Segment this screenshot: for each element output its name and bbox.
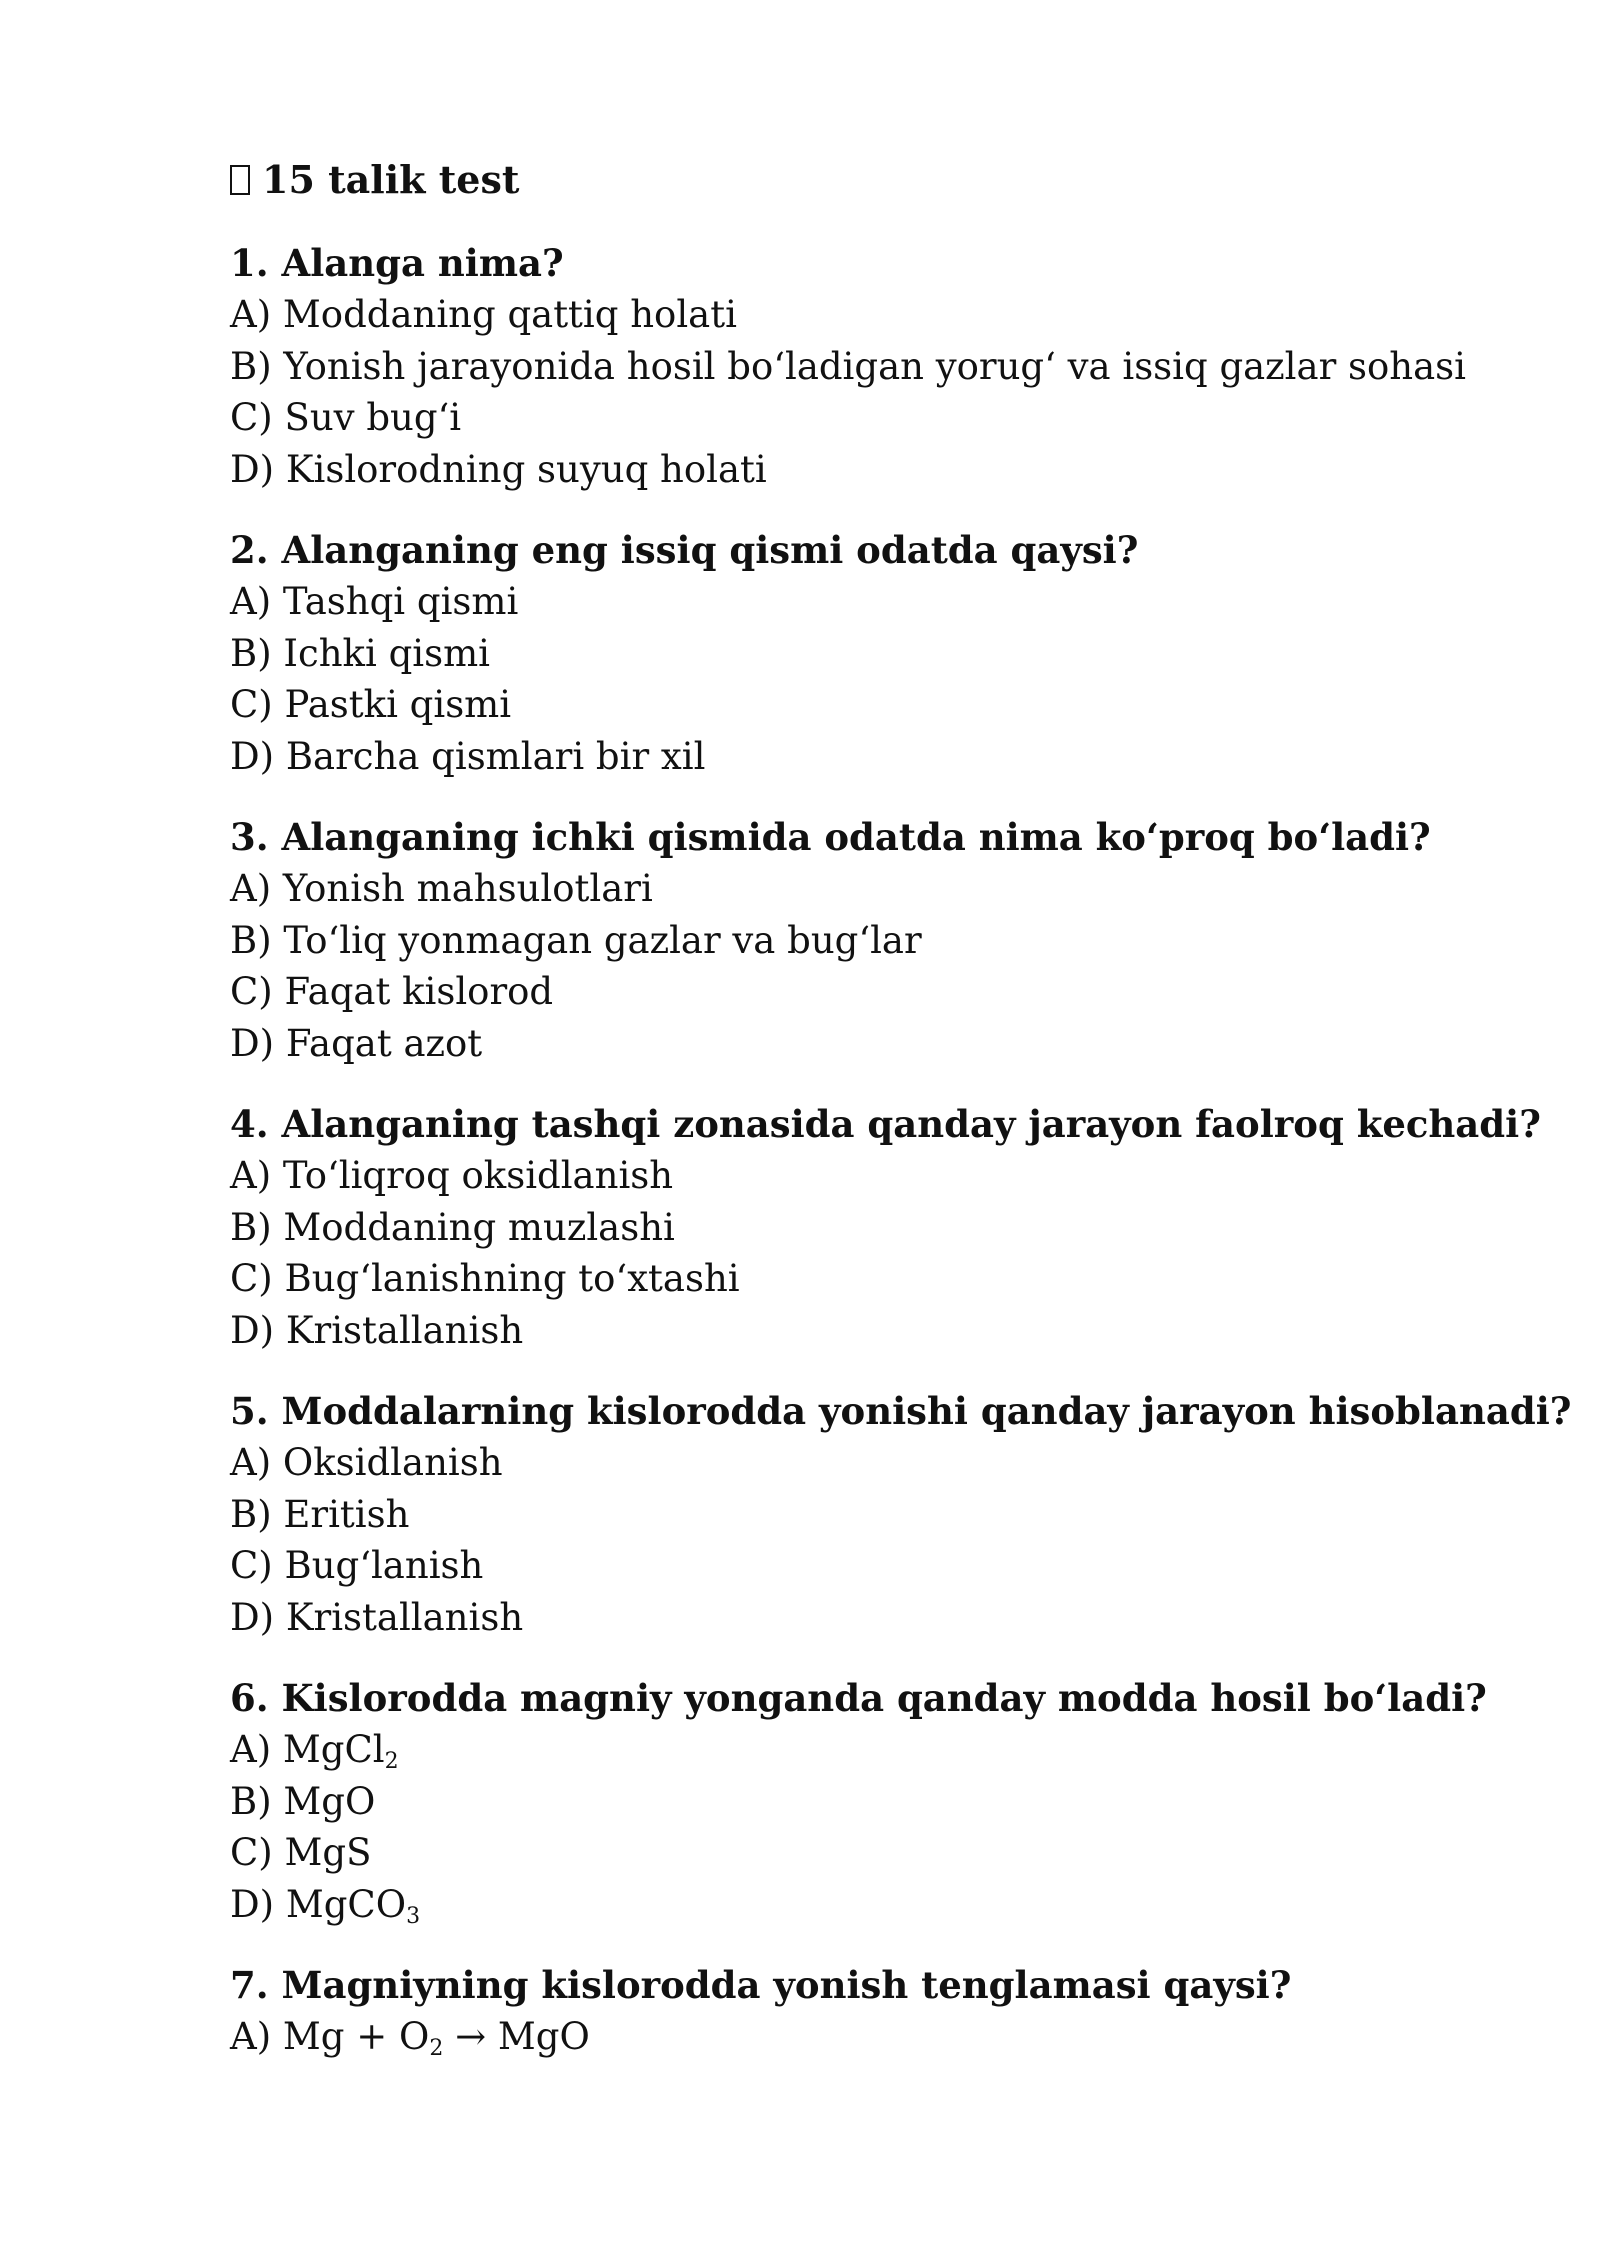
- question-title: 7. Magniyning kislorodda yonish tenglamasi qaysi?: [230, 1963, 1292, 2007]
- option-c: C) Pastki qismi: [230, 683, 512, 726]
- subscript: 3: [406, 1903, 421, 1929]
- question-title: 6. Kislorodda magniy yonganda qanday modda hosil bo‘ladi?: [230, 1676, 1487, 1720]
- option-a: [230, 1724, 1530, 1776]
- subscript: 2: [384, 1749, 399, 1774]
- option-c: C) Bug‘lanish: [230, 1544, 484, 1587]
- option-a: A) Yonish mahsulotlari: [230, 867, 653, 910]
- option-b: B) MgO: [230, 1779, 376, 1823]
- question-title: 1. Alanga nima?: [230, 241, 564, 285]
- option-b: B) Moddaning muzlashi: [230, 1205, 675, 1249]
- question-title: 4. Alanganing tashqi zonasida qanday jarayon faolroq kechadi?: [230, 1102, 1541, 1146]
- subscript: 2: [429, 2036, 444, 2061]
- heading-text: 15 talik test: [262, 157, 520, 202]
- option-text-post: → MgO: [443, 2015, 590, 2058]
- option-text: D) MgCO: [230, 1882, 407, 1926]
- option-a: A) Oksidlanish: [230, 1441, 503, 1484]
- option-d: D) Faqat azot: [230, 1021, 483, 1065]
- option-d: D) Kislorodning suyuq holati: [230, 447, 767, 491]
- option-d: D) Kristallanish: [230, 1308, 524, 1352]
- test-document: [230, 150, 1572, 2093]
- option-a: A) Moddaning qattiq holati: [230, 293, 737, 336]
- option-a: A) To‘liqroq oksidlanish: [230, 1154, 674, 1197]
- question-4: [230, 1099, 1541, 1356]
- question-3: [230, 812, 1530, 1069]
- option-a: [230, 2011, 1530, 2063]
- option-c: C) Bug‘lanishning to‘xtashi: [230, 1257, 740, 1300]
- option-b: B) Ichki qismi: [230, 631, 490, 675]
- option-a: A) Tashqi qismi: [230, 580, 519, 623]
- option-d: D) Barcha qismlari bir xil: [230, 734, 706, 778]
- question-6: [230, 1673, 1530, 1930]
- document-heading: [230, 150, 1530, 210]
- option-d: [230, 1879, 1530, 1931]
- option-c: C) Suv bug‘i: [230, 396, 462, 439]
- question-title: 5. Moddalarning kislorodda yonishi qanday jarayon hisoblanadi?: [230, 1389, 1572, 1433]
- option-text: A) MgCl: [230, 1728, 385, 1771]
- question-2: [230, 525, 1530, 782]
- option-b: B) Eritish: [230, 1492, 410, 1536]
- question-7: [230, 1960, 1530, 2063]
- option-c: C) Faqat kislorod: [230, 970, 554, 1013]
- question-1: [230, 238, 1530, 495]
- option-text-pre: A) Mg + O: [230, 2015, 430, 2058]
- question-title: 2. Alanganing eng issiq qismi odatda qaysi?: [230, 528, 1139, 572]
- option-c: C) MgS: [230, 1831, 372, 1874]
- option-b: B) Yonish jarayonida hosil bo‘ladigan yorug‘ va issiq gazlar sohasi: [230, 344, 1466, 388]
- box-glyph-icon: [230, 165, 250, 195]
- option-d: D) Kristallanish: [230, 1595, 524, 1639]
- option-b: B) To‘liq yonmagan gazlar va bug‘lar: [230, 918, 922, 962]
- question-5: [230, 1386, 1572, 1643]
- question-title: 3. Alanganing ichki qismida odatda nima ko‘proq bo‘ladi?: [230, 815, 1431, 859]
